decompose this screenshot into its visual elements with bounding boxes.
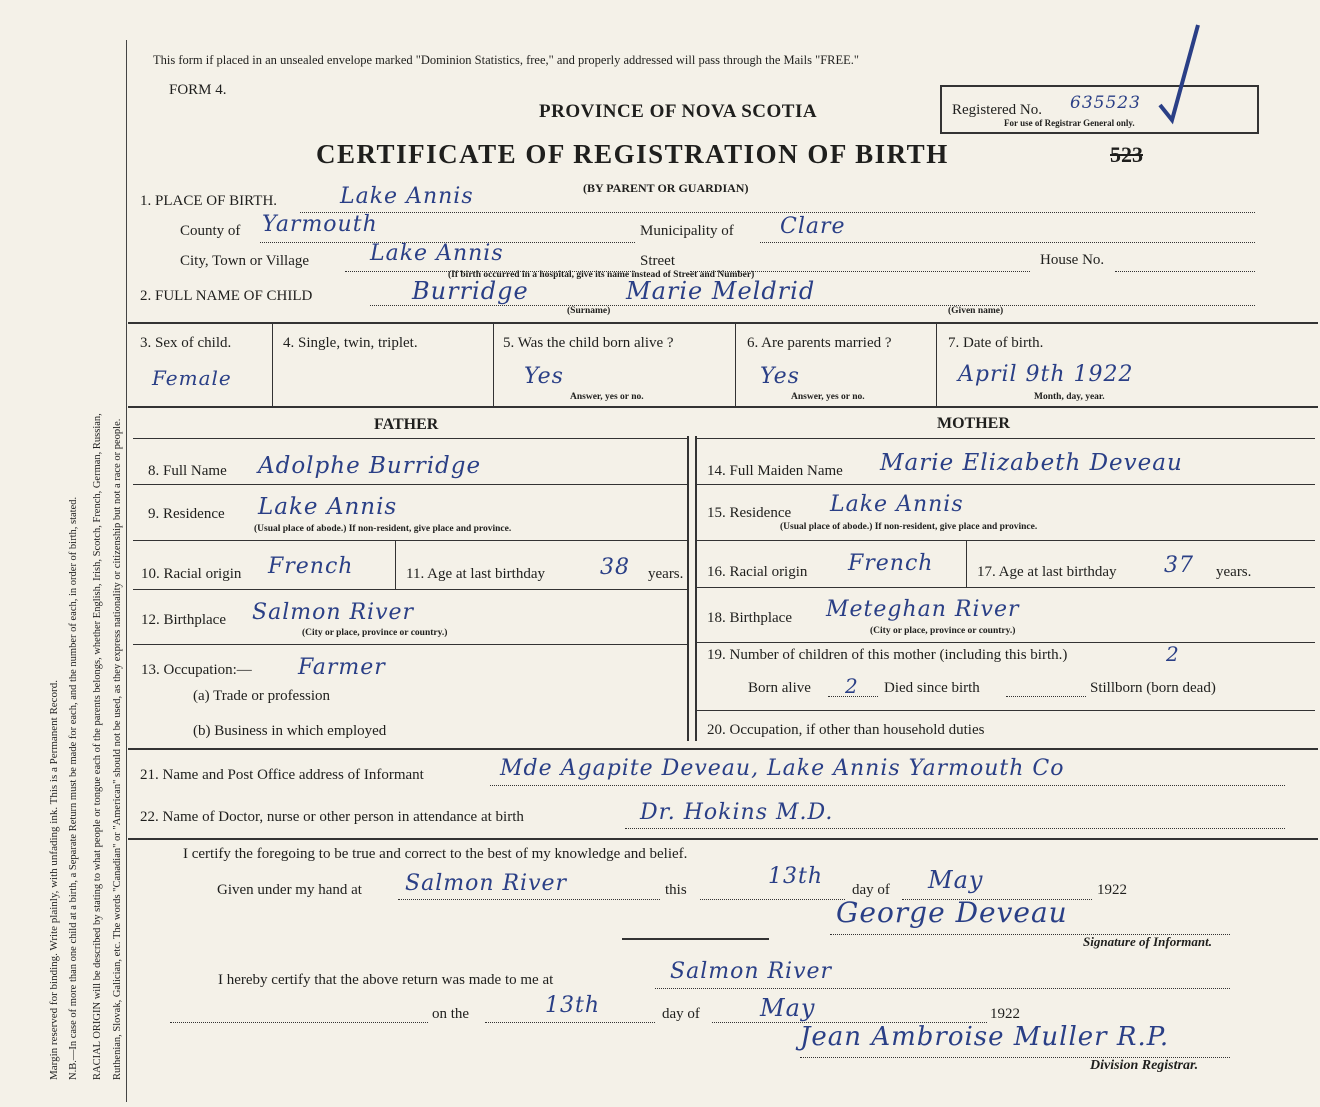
place-line [300,212,1255,213]
registrar-label: Division Registrar. [1090,1058,1199,1073]
municipality-value: Clare [780,214,846,239]
this-label: this [665,882,687,898]
given-day-line [700,899,845,900]
given-month-value: May [928,866,984,894]
father-row-rule [133,540,687,541]
day-of-label-2: day of [662,1006,700,1022]
father-age-value: 38 [600,555,630,580]
stillborn-label: Stillborn (born dead) [1090,680,1216,696]
date-of-birth-note: Month, day, year. [1034,392,1105,402]
born-alive-count-label: Born alive [748,680,811,696]
registered-box [940,85,1259,134]
checkmark-icon [1150,20,1210,130]
short-divider [622,938,769,940]
city-value: Lake Annis [370,241,504,266]
mother-age-label: 17. Age at last birthday [977,564,1117,580]
province-heading: PROVINCE OF NOVA SCOTIA [539,101,818,122]
father-residence-note: (Usual place of abode.) If non-resident, give place and province. [254,524,512,534]
margin-note-racial-origin: RACIAL ORIGIN will be described by stating to what people or tongue each of the parents belongs, whether English, Irish, Scotch, French, German, Russian, [92,413,103,1080]
certificate-subtitle: (BY PARENT OR GUARDIAN) [583,181,749,195]
given-name-value: Marie Meldrid [626,277,816,305]
born-alive-note: Answer, yes or no. [570,392,644,402]
father-heading-rule [133,438,687,439]
hereby-place-value: Salmon River [670,959,833,984]
given-label: Given under my hand at [217,882,362,898]
mother-residence-note: (Usual place of abode.) If non-resident, give place and province. [780,522,1038,532]
hospital-note: (If birth occurred in a hospital, give its name instead of Street and Number) [448,270,755,280]
father-trade-label: (a) Trade or profession [193,688,331,704]
born-alive-value: Yes [524,364,564,389]
form-number: FORM 4. [169,82,227,98]
date-of-birth-value: April 9th 1922 [958,362,1134,387]
sex-label: 3. Sex of child. [140,335,232,351]
father-row-rule [133,484,687,485]
died-line [1006,696,1086,697]
sex-value: Female [152,366,232,390]
given-day-value: 13th [768,864,824,889]
on-the-leading-line [170,1022,428,1023]
box-divider [493,324,494,406]
doctor-line [625,828,1285,829]
city-label: City, Town or Village [180,253,310,269]
born-alive-line [828,696,878,697]
mother-occupation-label: 20. Occupation, if other than household duties [707,722,985,738]
margin-note-multiple-births: N.B.—In case of more than one child at a birth, a Separate Return must be made for each, and the number of each, in order of birth, stated. [68,496,79,1080]
given-place-line [398,899,660,900]
father-birthplace-label: 12. Birthplace [141,612,226,628]
box-divider [735,324,736,406]
title-struck-number: 523 [1110,142,1143,167]
mother-heading-rule [697,438,1315,439]
on-the-label: on the [432,1006,470,1022]
informant-line [490,785,1285,786]
given-place-value: Salmon River [405,871,568,896]
hereby-place-line [655,988,1230,989]
rule-parents-bottom [128,748,1318,750]
fullname-line [370,305,1255,306]
father-row-rule [133,589,687,590]
on-month-value: May [760,994,816,1022]
informant-label: 21. Name and Post Office address of Informant [140,767,424,783]
mother-birthplace-label: 18. Birthplace [707,610,792,626]
place-of-birth-label: 1. PLACE OF BIRTH. [140,193,278,209]
mother-race-label: 16. Racial origin [707,564,808,580]
father-birthplace-value: Salmon River [252,600,415,625]
father-years: years. [648,566,684,582]
father-residence-label: 9. Residence [148,506,225,522]
mother-children-label: 19. Number of children of this mother (including this birth.) [707,647,1068,663]
born-alive-count-value: 2 [845,674,859,698]
column-divider-right [695,436,697,741]
father-name-value: Adolphe Burridge [258,453,482,479]
mother-row-rule [697,587,1315,588]
on-day-value: 13th [545,993,601,1018]
informant-signature: George Deveau [836,896,1068,929]
mother-race-divider [966,541,967,587]
rule-top-boxes [128,322,1318,324]
box-divider [936,324,937,406]
father-birthplace-note: (City or place, province or country.) [302,628,448,638]
father-age-label: 11. Age at last birthday [406,566,545,582]
father-residence-value: Lake Annis [258,494,398,520]
county-value: Yarmouth [262,212,378,237]
born-alive-label: 5. Was the child born alive ? [503,335,674,351]
mother-row-rule [697,642,1315,643]
mother-years: years. [1216,564,1252,580]
given-name-note: (Given name) [948,306,1004,316]
mother-race-value: French [848,551,934,576]
on-year: 1922 [990,1006,1020,1022]
mother-name-label: 14. Full Maiden Name [707,463,843,479]
mother-children-value: 2 [1166,642,1180,666]
mother-residence-value: Lake Annis [830,492,964,517]
surname-value: Burridge [412,277,529,305]
column-divider-left [687,436,689,741]
father-business-label: (b) Business in which employed [193,723,387,739]
father-occupation-label: 13. Occupation:— [141,662,252,678]
father-heading: FATHER [374,416,439,433]
place-of-birth-value: Lake Annis [340,184,474,209]
mother-row-rule [697,484,1315,485]
street-label: Street [640,253,675,269]
mother-row-rule [697,710,1315,711]
on-day-line [485,1022,655,1023]
county-label: County of [180,223,241,239]
mother-row-rule [697,540,1315,541]
registrar-signature: Jean Ambroise Muller R.P. [800,1022,1170,1052]
day-of-label: day of [852,882,890,898]
father-row-rule [133,644,687,645]
certify-statement: I certify the foregoing to be true and correct to the best of my knowledge and belief. [183,846,688,862]
father-occupation-value: Farmer [298,655,386,680]
registered-number: 635523 [1070,93,1141,113]
doctor-label: 22. Name of Doctor, nurse or other person in attendance at birth [140,809,524,825]
informant-value: Mde Agapite Deveau, Lake Annis Yarmouth Co [500,756,1065,781]
parents-married-note: Answer, yes or no. [791,392,865,402]
father-race-value: French [268,554,354,579]
father-name-label: 8. Full Name [148,463,227,479]
surname-note: (Surname) [567,306,611,316]
margin-note-binding: Margin reserved for binding. Write plainly, with unfading ink. This is a Permanent Record. [48,680,60,1080]
given-year: 1922 [1097,882,1127,898]
certificate-title: CERTIFICATE OF REGISTRATION OF BIRTH [316,139,949,169]
rule-parents-top [128,406,1318,408]
registrar-note: For use of Registrar General only. [1004,118,1135,128]
mother-birthplace-value: Meteghan River [826,597,1020,622]
mail-notice: This form if placed in an unsealed envelope marked "Dominion Statistics, free," and properly addressed will pass through the Mails "FREE." [153,53,860,67]
municipality-label: Municipality of [640,223,734,239]
mother-age-value: 37 [1164,553,1194,578]
died-since-birth-label: Died since birth [884,680,980,696]
mother-residence-label: 15. Residence [707,505,792,521]
box-divider [272,324,273,406]
full-name-label: 2. FULL NAME OF CHILD [140,288,313,304]
mother-heading: MOTHER [937,415,1010,432]
father-race-divider [395,541,396,589]
parents-married-label: 6. Are parents married ? [747,335,892,351]
signature-label: Signature of Informant. [1083,934,1212,949]
rule-certify-top [128,838,1318,840]
hereby-label: I hereby certify that the above return was made to me at [218,972,554,988]
doctor-value: Dr. Hokins M.D. [640,800,834,825]
parents-married-value: Yes [760,364,800,389]
mother-birthplace-note: (City or place, province or country.) [870,626,1016,636]
house-label: House No. [1040,252,1105,268]
father-race-label: 10. Racial origin [141,566,242,582]
registered-label: Registered No. [952,102,1042,118]
date-of-birth-label: 7. Date of birth. [948,335,1044,351]
mother-name-value: Marie Elizabeth Deveau [880,450,1183,476]
municipality-line [760,242,1255,243]
house-line [1115,271,1255,272]
margin-note-racial-origin-2: Ruthenian, Slovak, Galician, etc. The words "Canadian" or "American" should not be used, as they express nationality or citizenship but not a race or people. [112,418,123,1080]
single-twin-label: 4. Single, twin, triplet. [283,335,418,351]
